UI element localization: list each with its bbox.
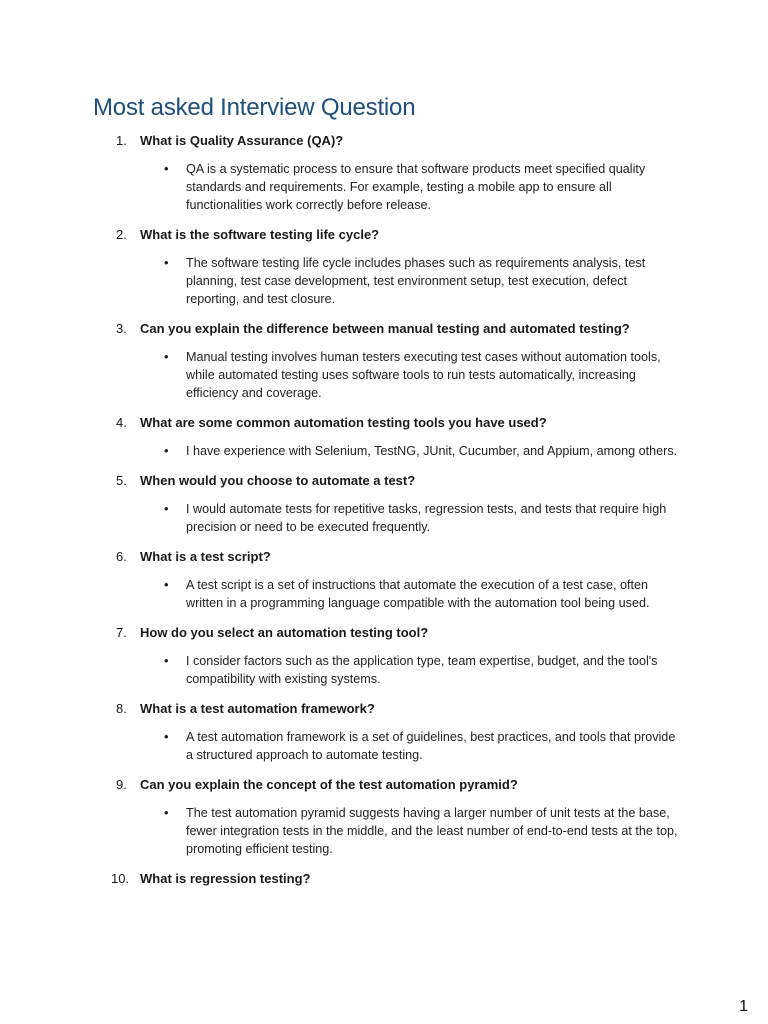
bullet-icon: • (164, 443, 169, 458)
question-item (0, 772, 768, 858)
answer-text: I consider factors such as the application type, team expertise, budget, and the tool's compatibility with existing systems. (186, 654, 658, 686)
question-text: Can you explain the concept of the test automation pyramid? (140, 777, 518, 792)
answer-row (0, 442, 768, 460)
answer-text: QA is a systematic process to ensure that software products meet specified quality standards and requirements. For example, testing a mobile app to ensure all functionalities work correctly before release. (186, 162, 646, 212)
question-row (0, 316, 768, 342)
bullet-icon: • (164, 805, 169, 820)
answer-text: Manual testing involves human testers executing test cases without automation tools, while automated testing uses software tools to run tests automatically, increasing efficiency and coverage. (186, 350, 661, 400)
question-number: 7. (116, 625, 127, 640)
question-number: 2. (116, 227, 127, 242)
question-number: 5. (116, 473, 127, 488)
question-row (0, 468, 768, 494)
question-text: How do you select an automation testing tool? (140, 625, 429, 640)
question-text: What is Quality Assurance (QA)? (140, 133, 344, 148)
answer-text: The test automation pyramid suggests having a larger number of unit tests at the base, fewer integration tests in the middle, and the least number of end-to-end tests at the top, promoting efficient testing. (186, 806, 678, 856)
answer-text: I have experience with Selenium, TestNG, JUnit, Cucumber, and Appium, among others. (186, 444, 678, 458)
answer-row (0, 728, 768, 764)
answer-row (0, 348, 768, 402)
page-title: Most asked Interview Question (93, 94, 416, 121)
answer-row (0, 500, 768, 536)
question-item (0, 620, 768, 688)
question-number: 4. (116, 415, 127, 430)
question-row (0, 772, 768, 798)
answer-row (0, 804, 768, 858)
bullet-icon: • (164, 161, 169, 176)
question-row (0, 128, 768, 154)
answer-row (0, 576, 768, 612)
bullet-icon: • (164, 729, 169, 744)
question-row (0, 620, 768, 646)
question-item (0, 128, 768, 214)
bullet-icon: • (164, 577, 169, 592)
answer-text: The software testing life cycle includes phases such as requirements analysis, test planning, test case development, test environment setup, test execution, defect reporting, and test closure. (186, 256, 646, 306)
question-text: Can you explain the difference between manual testing and automated testing? (140, 321, 630, 336)
question-item (0, 544, 768, 612)
question-text: What are some common automation testing tools you have used? (140, 415, 547, 430)
answer-row (0, 254, 768, 308)
question-item (0, 410, 768, 460)
answer-text: A test automation framework is a set of guidelines, best practices, and tools that provide a structured approach to automate testing. (186, 730, 676, 762)
question-item (0, 316, 768, 402)
question-number: 8. (116, 701, 127, 716)
answer-text: I would automate tests for repetitive tasks, regression tests, and tests that require high precision or need to be executed frequently. (186, 502, 667, 534)
question-row (0, 222, 768, 248)
answer-row (0, 652, 768, 688)
question-number: 3. (116, 321, 127, 336)
question-row (0, 410, 768, 436)
question-item (0, 866, 768, 892)
question-text: What is a test script? (140, 549, 271, 564)
question-row (0, 544, 768, 570)
answer-row (0, 160, 768, 214)
question-number: 6. (116, 549, 127, 564)
bullet-icon: • (164, 653, 169, 668)
question-number: 10. (111, 871, 130, 886)
question-text: When would you choose to automate a test? (140, 473, 416, 488)
question-row (0, 866, 768, 892)
question-text: What is a test automation framework? (140, 701, 375, 716)
answer-text: A test script is a set of instructions that automate the execution of a test case, often written in a programming language compatible with the automation tool being used. (186, 578, 650, 610)
bullet-icon: • (164, 349, 169, 364)
question-text: What is regression testing? (140, 871, 311, 886)
question-number: 1. (116, 133, 127, 148)
question-row (0, 696, 768, 722)
question-item (0, 696, 768, 764)
question-list (0, 128, 768, 892)
bullet-icon: • (164, 501, 169, 516)
question-number: 9. (116, 777, 127, 792)
page-number: 1 (739, 998, 748, 1015)
question-text: What is the software testing life cycle? (140, 227, 380, 242)
question-item (0, 222, 768, 308)
question-item (0, 468, 768, 536)
bullet-icon: • (164, 255, 169, 270)
